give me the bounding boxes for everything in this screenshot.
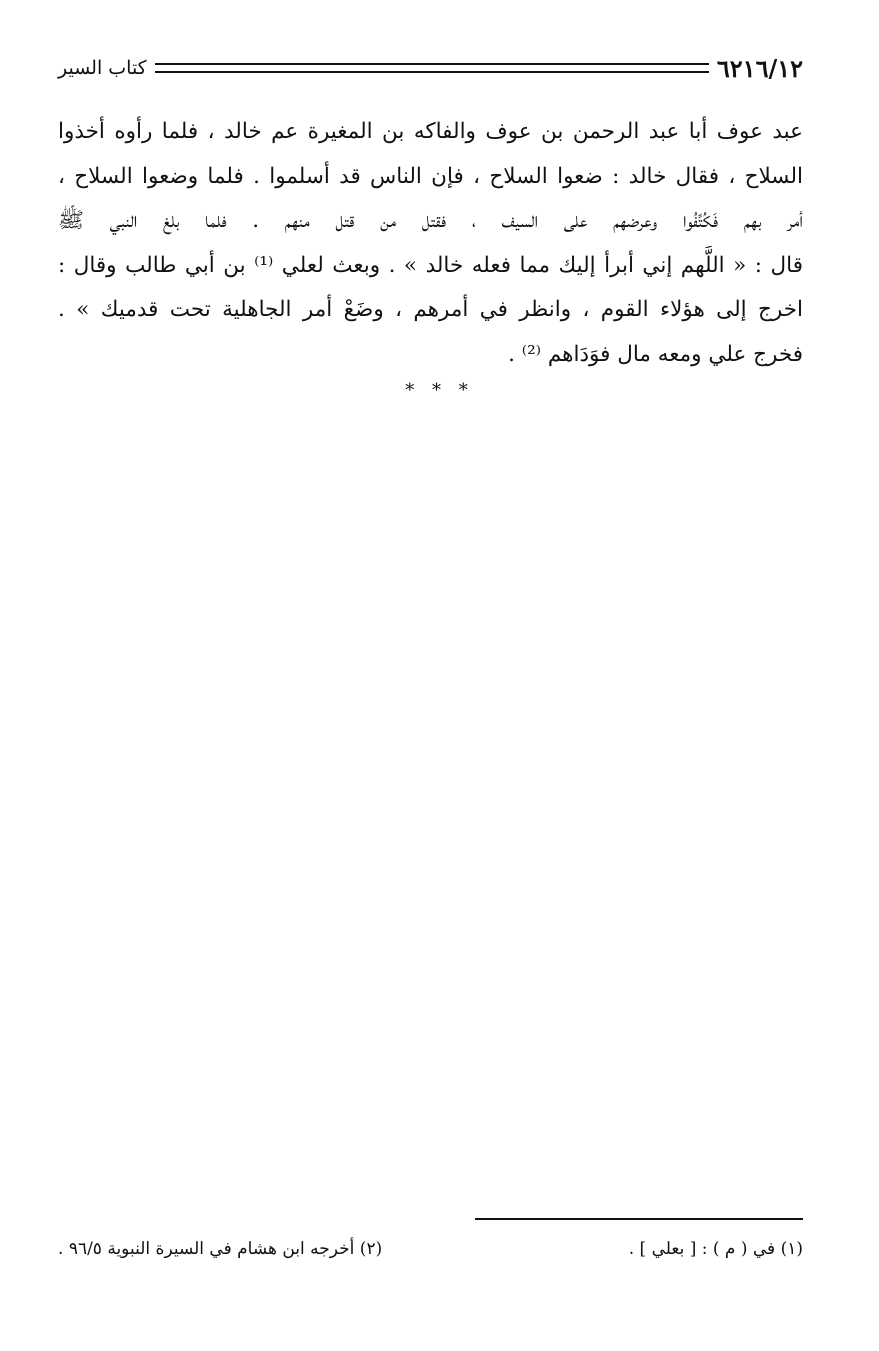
body-line: عبد عوف أبا عبد الرحمن بن عوف والفاكه بن المغيرة عم خالد ، فلما رأوه أخذوا (58, 119, 803, 144)
body-text (58, 110, 803, 377)
body-line: قال : « اللَّهم إني أبرأ إليك مما فعله خالد » . وبعث لعلي ⁽¹⁾ بن أبي طالب وقال : (58, 252, 803, 278)
body-line: أمر بهم فَكُتِّفُوا وعرضهم على السيف ، فقتل من قتل منهم . فلما بلغ النبي ﷺ (58, 208, 803, 233)
body-line: السلاح ، فقال خالد : ضعوا السلاح ، فإن الناس قد أسلموا . فلما وضعوا السلاح ، (58, 163, 803, 189)
page-header (58, 52, 803, 84)
footnote-2: (٢) أخرجه ابن هشام في السيرة النبوية ٩٦/٥ . (58, 1239, 383, 1259)
footnote-rule (475, 1218, 803, 1220)
body-line: فخرج علي ومعه مال فوَدَاهم ⁽²⁾ . (508, 341, 803, 367)
page-number: ٦٢١٦/١٢ (716, 53, 803, 83)
footnotes (58, 1234, 803, 1264)
footnote-1: (١) في ( م ) : [ بعلي ] . (628, 1239, 803, 1259)
section-separator: * * * (405, 380, 474, 401)
body-line: اخرج إلى هؤلاء القوم ، وانظر في أمرهم ، وضَعْ أمر الجاهلية تحت قدميك » . (58, 297, 803, 322)
header-rule (155, 63, 709, 73)
book-title: كتاب السير (58, 57, 147, 79)
